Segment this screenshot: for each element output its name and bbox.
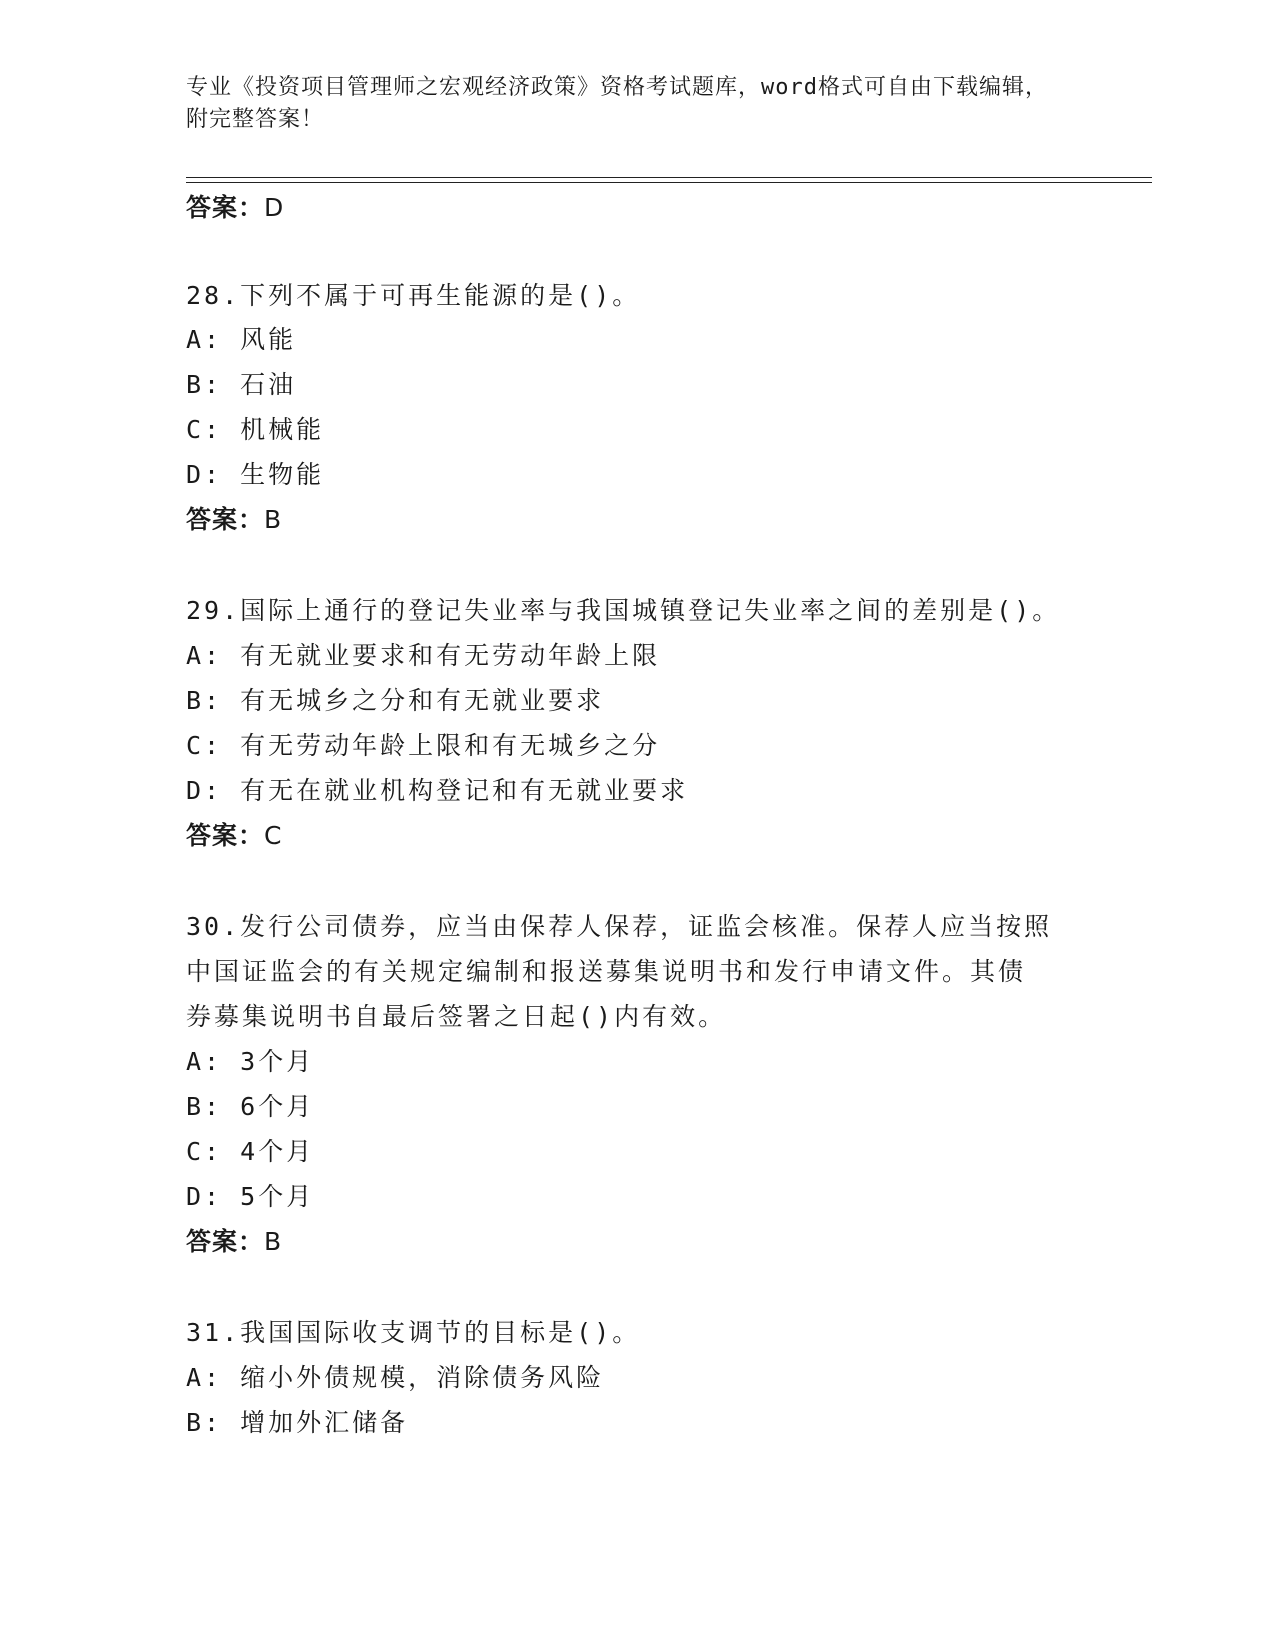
question-28-option-c: C: 机械能 [186, 415, 325, 444]
question-30-option-b: B: 6个月 [186, 1092, 315, 1121]
question-29-answer [186, 821, 282, 851]
answer-value: B [264, 505, 283, 534]
question-29-stem: 29.国际上通行的登记失业率与我国城镇登记失业率之间的差别是()。 [186, 596, 1061, 625]
question-30-stem-line-2: 中国证监会的有关规定编制和报送募集说明书和发行申请文件。其债 [186, 957, 1027, 986]
question-28-stem: 28.下列不属于可再生能源的是()。 [186, 281, 641, 310]
question-28-option-d: D: 生物能 [186, 460, 325, 489]
document-header: 专业《投资项目管理师之宏观经济政策》资格考试题库，word格式可自由下载编辑，附完整答案！ [186, 75, 1048, 132]
question-31-stem: 31.我国国际收支调节的目标是()。 [186, 1318, 641, 1347]
question-30-stem-line-1: 30.发行公司债券，应当由保荐人保荐，证监会核准。保荐人应当按照 [186, 912, 1053, 941]
answer-label: 答案： [186, 821, 265, 850]
question-31-option-a: A: 缩小外债规模，消除债务风险 [186, 1363, 605, 1392]
question-28-answer [186, 505, 282, 535]
question-28-option-a: A: 风能 [186, 325, 297, 354]
question-30-option-c: C: 4个月 [186, 1137, 315, 1166]
answer-value: B [264, 1227, 283, 1256]
answer-value: D [264, 193, 285, 222]
question-28-option-b: B: 石油 [186, 370, 297, 399]
question-29-option-a: A: 有无就业要求和有无劳动年龄上限 [186, 641, 661, 670]
question-29-option-b: B: 有无城乡之分和有无就业要求 [186, 686, 605, 715]
answer-label: 答案： [186, 505, 265, 534]
question-30-answer [186, 1227, 282, 1257]
question-29-option-d: D: 有无在就业机构登记和有无就业要求 [186, 776, 689, 805]
answer-label: 答案： [186, 193, 265, 222]
answer-label: 答案： [186, 1227, 265, 1256]
previous-answer [186, 193, 284, 223]
question-29-option-c: C: 有无劳动年龄上限和有无城乡之分 [186, 731, 661, 760]
header-divider-second [186, 182, 1152, 183]
answer-value: C [264, 821, 283, 850]
question-30-option-a: A: 3个月 [186, 1047, 315, 1076]
header-divider [186, 177, 1152, 178]
question-30-stem-line-3: 券募集说明书自最后签署之日起()内有效。 [186, 1002, 727, 1031]
question-30-option-d: D: 5个月 [186, 1182, 315, 1211]
question-31-option-b: B: 增加外汇储备 [186, 1408, 409, 1437]
